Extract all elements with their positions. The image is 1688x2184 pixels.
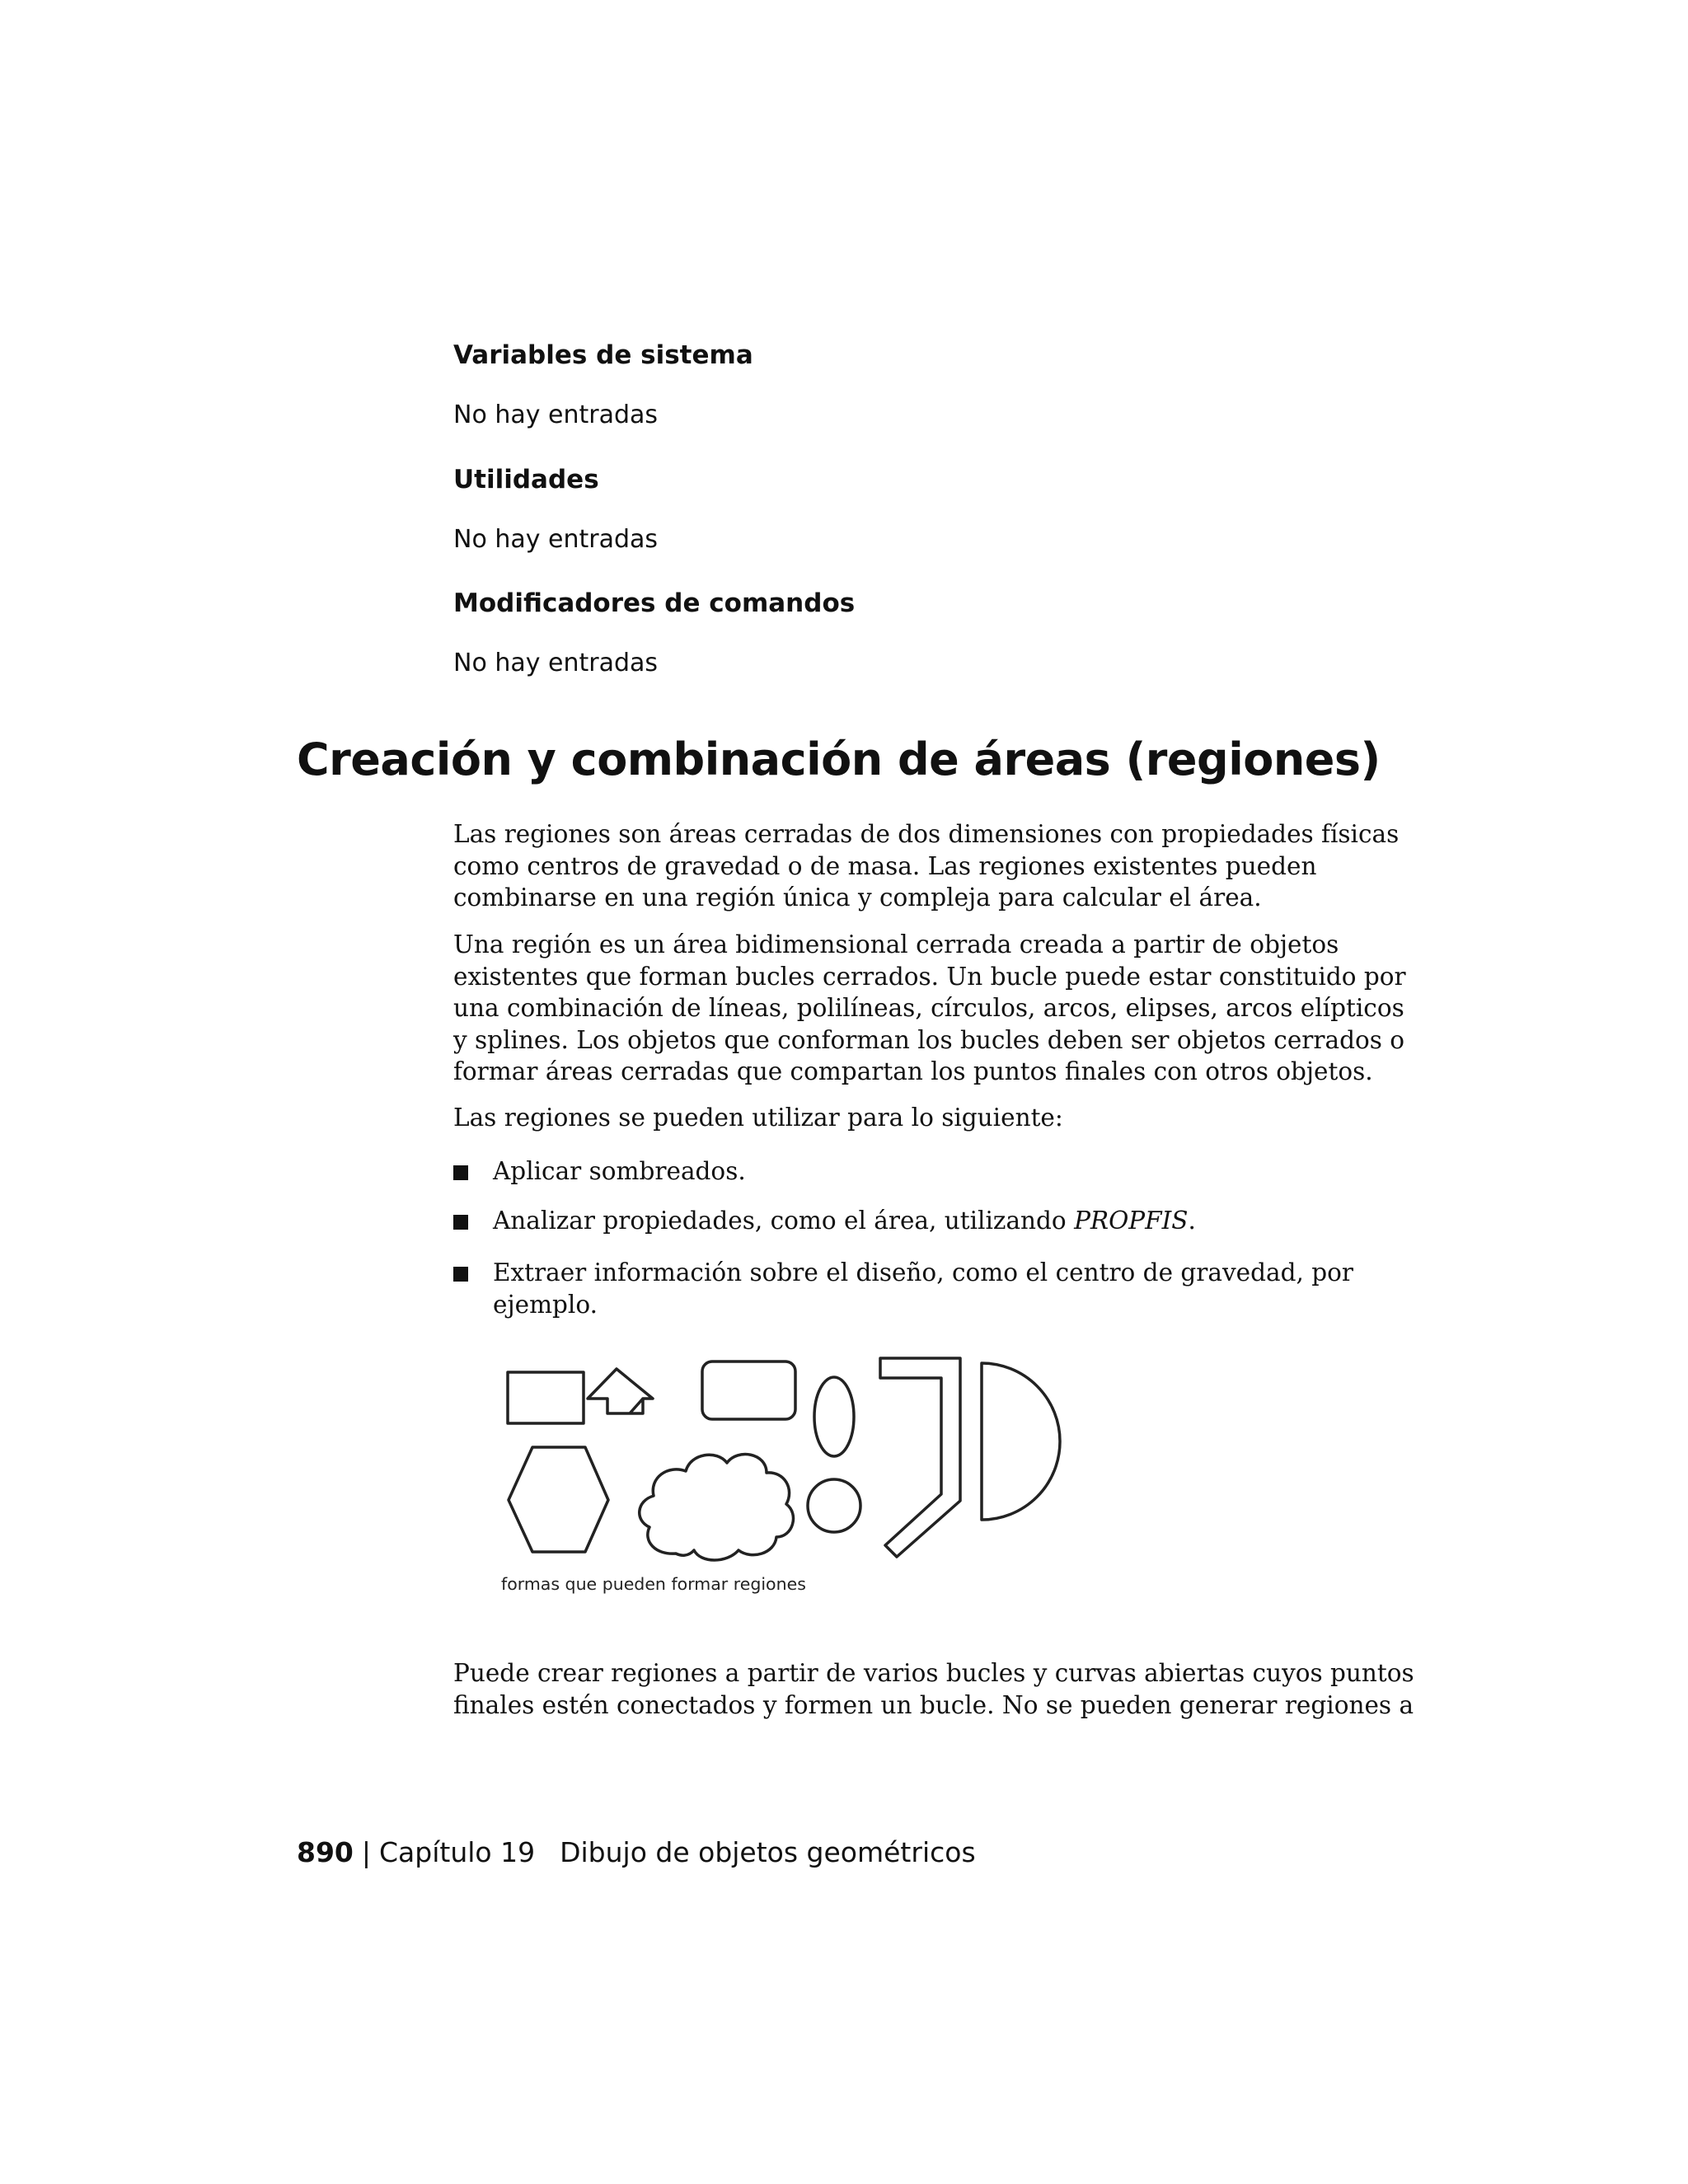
shape-rectangle bbox=[508, 1372, 584, 1423]
footer-chapter-title: Dibujo de objetos geométricos bbox=[560, 1836, 976, 1868]
figure-caption: formas que pueden formar regiones bbox=[501, 1574, 806, 1594]
bullet-item-design-info bbox=[493, 1257, 1353, 1320]
section-heading-utilities: Utilidades bbox=[453, 465, 599, 494]
paragraph-line: Puede crear regiones a partir de varios bucles y curvas abiertas cuyos puntos bbox=[453, 1659, 1414, 1687]
paragraph-closing bbox=[453, 1657, 1414, 1721]
shape-bracket bbox=[880, 1358, 960, 1557]
paragraph-line: existentes que forman bucles cerrados. Un bucle puede estar constituido por bbox=[453, 962, 1406, 991]
page-footer bbox=[297, 1836, 976, 1868]
footer-separator: | bbox=[361, 1836, 372, 1868]
section-title: Creación y combinación de áreas (regiones) bbox=[297, 733, 1381, 785]
shape-arrow bbox=[588, 1369, 653, 1413]
shape-rounded-rectangle bbox=[702, 1361, 795, 1419]
bullet-item-hatch: Aplicar sombreados. bbox=[493, 1157, 746, 1185]
paragraph-line: Las regiones se pueden utilizar para lo siguiente: bbox=[453, 1104, 1063, 1132]
shape-hexagon bbox=[509, 1447, 608, 1552]
section-entry-command-modifiers: No hay entradas bbox=[453, 649, 659, 677]
bullet-text-after: . bbox=[1188, 1207, 1196, 1235]
section-entry-utilities: No hay entradas bbox=[453, 525, 659, 554]
section-heading-command-modifiers: Modificadores de comandos bbox=[453, 588, 856, 618]
bullet-item-properties bbox=[493, 1205, 1196, 1237]
bullet-marker bbox=[453, 1215, 468, 1230]
shape-half-circle bbox=[982, 1363, 1060, 1520]
paragraph-line: como centros de gravedad o de masa. Las regiones existentes pueden bbox=[453, 851, 1317, 880]
paragraph-line: una combinación de líneas, polilíneas, círculos, arcos, elipses, arcos elípticos bbox=[453, 994, 1404, 1022]
paragraph-line: Una región es un área bidimensional cerrada creada a partir de objetos bbox=[453, 930, 1339, 958]
paragraph-uses-intro bbox=[453, 1102, 1343, 1134]
bullet-marker bbox=[453, 1165, 468, 1180]
bullet-line: ejemplo. bbox=[493, 1290, 598, 1319]
paragraph-line: Las regiones son áreas cerradas de dos dimensiones con propiedades físicas bbox=[453, 820, 1400, 848]
paragraph-line: formar áreas cerradas que compartan los puntos finales con otros objetos. bbox=[453, 1057, 1373, 1085]
paragraph-definition bbox=[453, 929, 1406, 1088]
command-name-propfis: PROPFIS bbox=[1074, 1207, 1189, 1235]
footer-chapter: Capítulo 19 bbox=[379, 1836, 536, 1868]
paragraph-line: y splines. Los objetos que conforman los bucles deben ser objetos cerrados o bbox=[453, 1025, 1404, 1054]
bullet-marker bbox=[453, 1267, 468, 1282]
shape-ellipse bbox=[814, 1377, 854, 1456]
section-entry-system-variables: No hay entradas bbox=[453, 401, 659, 429]
bullet-text-before: Analizar propiedades, como el área, utilizando bbox=[493, 1207, 1075, 1235]
paragraph-line: finales estén conectados y formen un bucle. No se pueden generar regiones a bbox=[453, 1690, 1414, 1719]
figure-region-shapes bbox=[486, 1347, 1080, 1562]
shape-cloud bbox=[640, 1455, 794, 1560]
bullet-line: Extraer información sobre el diseño, como el centro de gravedad, por bbox=[493, 1258, 1353, 1286]
shape-circle bbox=[808, 1479, 860, 1532]
page-number: 890 bbox=[297, 1836, 354, 1868]
paragraph-line: combinarse en una región única y compleja para calcular el área. bbox=[453, 883, 1262, 912]
paragraph-intro bbox=[453, 818, 1400, 914]
section-heading-system-variables: Variables de sistema bbox=[453, 340, 753, 370]
